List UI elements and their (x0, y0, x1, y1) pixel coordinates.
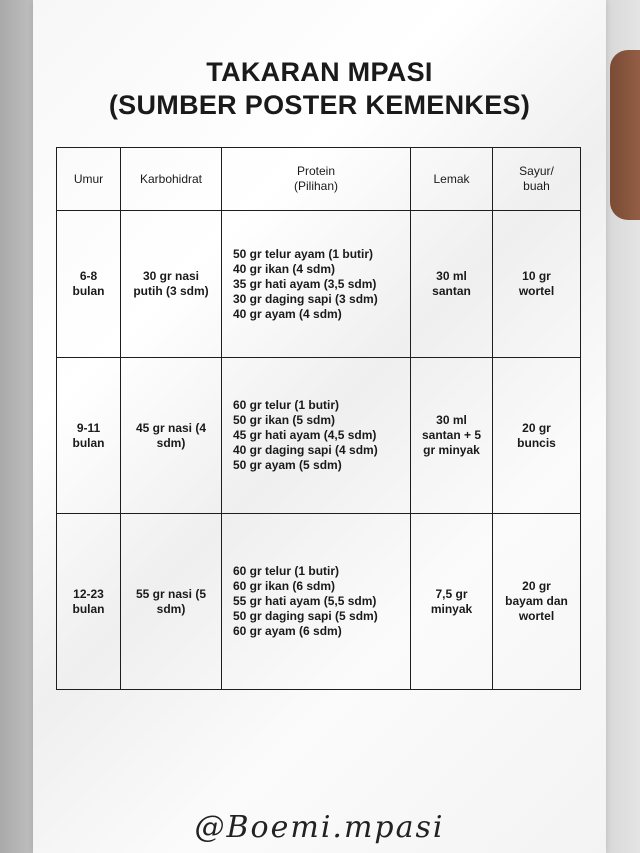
cell-karbohidrat (121, 358, 222, 514)
cell-line: santan + 5 (421, 428, 482, 442)
cell-line: gr minyak (423, 443, 480, 457)
cell-line: bulan (72, 601, 105, 616)
cell-line: 40 gr ikan (4 sdm) (233, 261, 336, 276)
poster (33, 0, 606, 853)
header-karbohidrat (121, 148, 222, 211)
hand-holding-poster (610, 50, 640, 220)
cell-line: 10 gr (522, 269, 551, 283)
cell-line: 45 gr nasi (4 (135, 420, 207, 435)
table-header-row (57, 148, 581, 211)
cell-line: 45 gr hati ayam (4,5 sdm) (233, 428, 377, 442)
cell-line: 60 gr ikan (6 sdm) (233, 579, 336, 593)
cell-sayur-buah (493, 211, 581, 358)
cell-line: 60 gr ayam (6 sdm) (233, 624, 342, 638)
cell-umur (57, 514, 121, 690)
header-lemak (411, 148, 493, 211)
cell-line: sdm) (156, 601, 186, 616)
cell-protein (222, 514, 411, 690)
cell-karbohidrat (121, 211, 222, 358)
cell-line: bulan (72, 435, 105, 450)
table-row (57, 211, 581, 358)
portion-table (56, 147, 581, 690)
cell-line: Umur (73, 171, 104, 186)
cell-line: 40 gr ayam (4 sdm) (233, 306, 342, 321)
cell-umur (57, 358, 121, 514)
table-row (57, 514, 581, 690)
cell-line: 50 gr daging sapi (5 sdm) (233, 609, 378, 623)
title-line-1: TAKARAN MPASI (206, 57, 433, 87)
cell-line: 20 gr (522, 579, 551, 593)
cell-line: buncis (517, 435, 556, 450)
cell-protein (222, 358, 411, 514)
cell-line: 55 gr nasi (5 (135, 586, 207, 601)
cell-karbohidrat (121, 514, 222, 690)
cell-line: minyak (430, 601, 473, 616)
cell-line: Karbohidrat (139, 171, 203, 186)
cell-lemak (411, 358, 493, 514)
cell-line: 30 ml (436, 269, 467, 283)
cell-lemak (411, 211, 493, 358)
cell-protein (222, 211, 411, 358)
cell-sayur-buah (493, 358, 581, 514)
cell-line: putih (3 sdm) (133, 284, 209, 298)
cell-line: 50 gr ayam (5 sdm) (233, 458, 342, 472)
cell-line: 50 gr telur ayam (1 butir) (233, 246, 374, 261)
cell-line: 20 gr (522, 420, 551, 435)
cell-umur (57, 211, 121, 358)
cell-line: 30 gr daging sapi (3 sdm) (233, 291, 378, 306)
cell-line: buah (523, 179, 550, 193)
cell-line: Lemak (433, 171, 470, 186)
cell-line: (Pilihan) (293, 179, 338, 193)
header-umur (57, 148, 121, 211)
cell-line: bulan (72, 284, 105, 298)
poster-title (33, 56, 606, 122)
cell-line: sdm) (156, 435, 186, 450)
header-protein (222, 148, 411, 211)
header-sayur-buah (493, 148, 581, 211)
cell-line: santan (432, 284, 471, 298)
cell-line: 12-23 (73, 586, 104, 601)
cell-line: 9-11 (76, 420, 101, 435)
cell-line: 50 gr ikan (5 sdm) (233, 413, 336, 427)
cell-line: 30 gr nasi (142, 269, 200, 283)
cell-line: 60 gr telur (1 butir) (233, 398, 340, 412)
cell-line: 40 gr daging sapi (4 sdm) (233, 443, 378, 457)
cell-lemak (411, 514, 493, 690)
cell-line: 30 ml (436, 413, 467, 427)
cell-line: bayam dan (505, 594, 568, 608)
title-line-2: (SUMBER POSTER KEMENKES) (108, 90, 531, 120)
cell-line: 6-8 (79, 269, 98, 283)
cell-sayur-buah (493, 514, 581, 690)
table-row (57, 358, 581, 514)
cell-line: 7,5 gr (435, 586, 468, 601)
cell-line: 60 gr telur (1 butir) (233, 564, 340, 578)
cell-line: 55 gr hati ayam (5,5 sdm) (233, 594, 377, 608)
cell-line: wortel (518, 609, 555, 623)
cell-line: Sayur/ (519, 164, 554, 178)
instagram-handle: @Boemi.mpasi (194, 810, 445, 845)
cell-line: Protein (296, 164, 336, 178)
cell-line: 35 gr hati ayam (3,5 sdm) (233, 276, 377, 291)
cell-line: wortel (518, 284, 555, 298)
